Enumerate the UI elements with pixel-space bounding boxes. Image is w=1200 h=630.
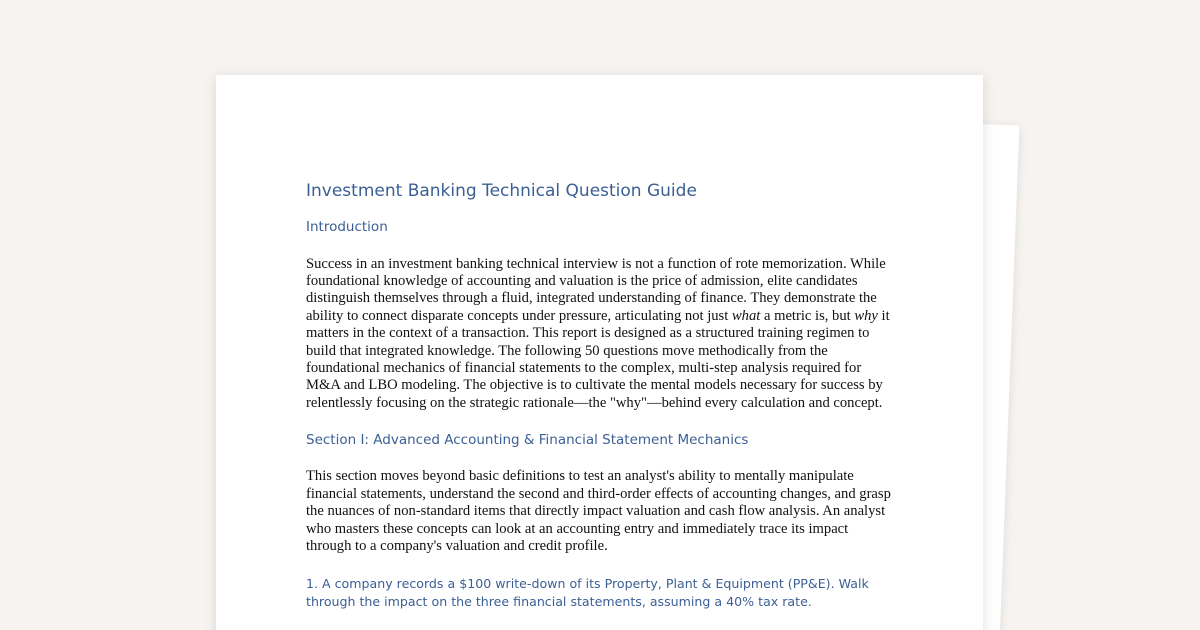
front-page-sheet <box>216 75 983 630</box>
section-1-heading: Section I: Advanced Accounting & Financial Statement Mechanics <box>306 432 749 449</box>
question-1: 1. A company records a $100 write-down of its Property, Plant & Equipment (PP&E). Walk through the impact on the three financial statements, assuming a 40% tax rate. <box>306 576 869 610</box>
page-content <box>306 181 896 611</box>
intro-text-part3: it matters in the context of a transaction. This report is designed as a structured training regimen to build that integrated knowledge. The following 50 questions move methodically from the foundational mechanics of financial statements to the complex, multi-step analysis required for M&A and LBO modeling. The objective is to cultivate the mental models necessary for success by relentlessly focusing on the strategic rationale—the "why"—behind every calculation and concept. <box>306 307 890 411</box>
intro-emphasis-what: what <box>731 307 761 324</box>
document-title: Investment Banking Technical Question Guide <box>306 181 697 201</box>
section-1-paragraph: This section moves beyond basic definitions to test an analyst's ability to mentally manipulate financial statements, understand the second and third-order effects of accounting changes, and grasp the nuances of non-standard items that directly impact valuation and cash flow analysis. An analyst who masters these concepts can look at an accounting entry and immediately trace its impact through to a company's valuation and credit profile. <box>306 468 891 555</box>
intro-text-part1: Success in an investment banking technical interview is not a function of rote memorization. While foundational knowledge of accounting and valuation is the price of admission, elite candidates distinguish themselves through a fluid, integrated understanding of finance. They demonstrate the ability to connect disparate concepts under pressure, articulating not just <box>306 255 886 324</box>
introduction-paragraph <box>306 256 896 413</box>
intro-emphasis-why: why <box>854 307 878 324</box>
intro-text-part2: a metric is, but <box>760 307 855 324</box>
introduction-heading: Introduction <box>306 219 388 236</box>
